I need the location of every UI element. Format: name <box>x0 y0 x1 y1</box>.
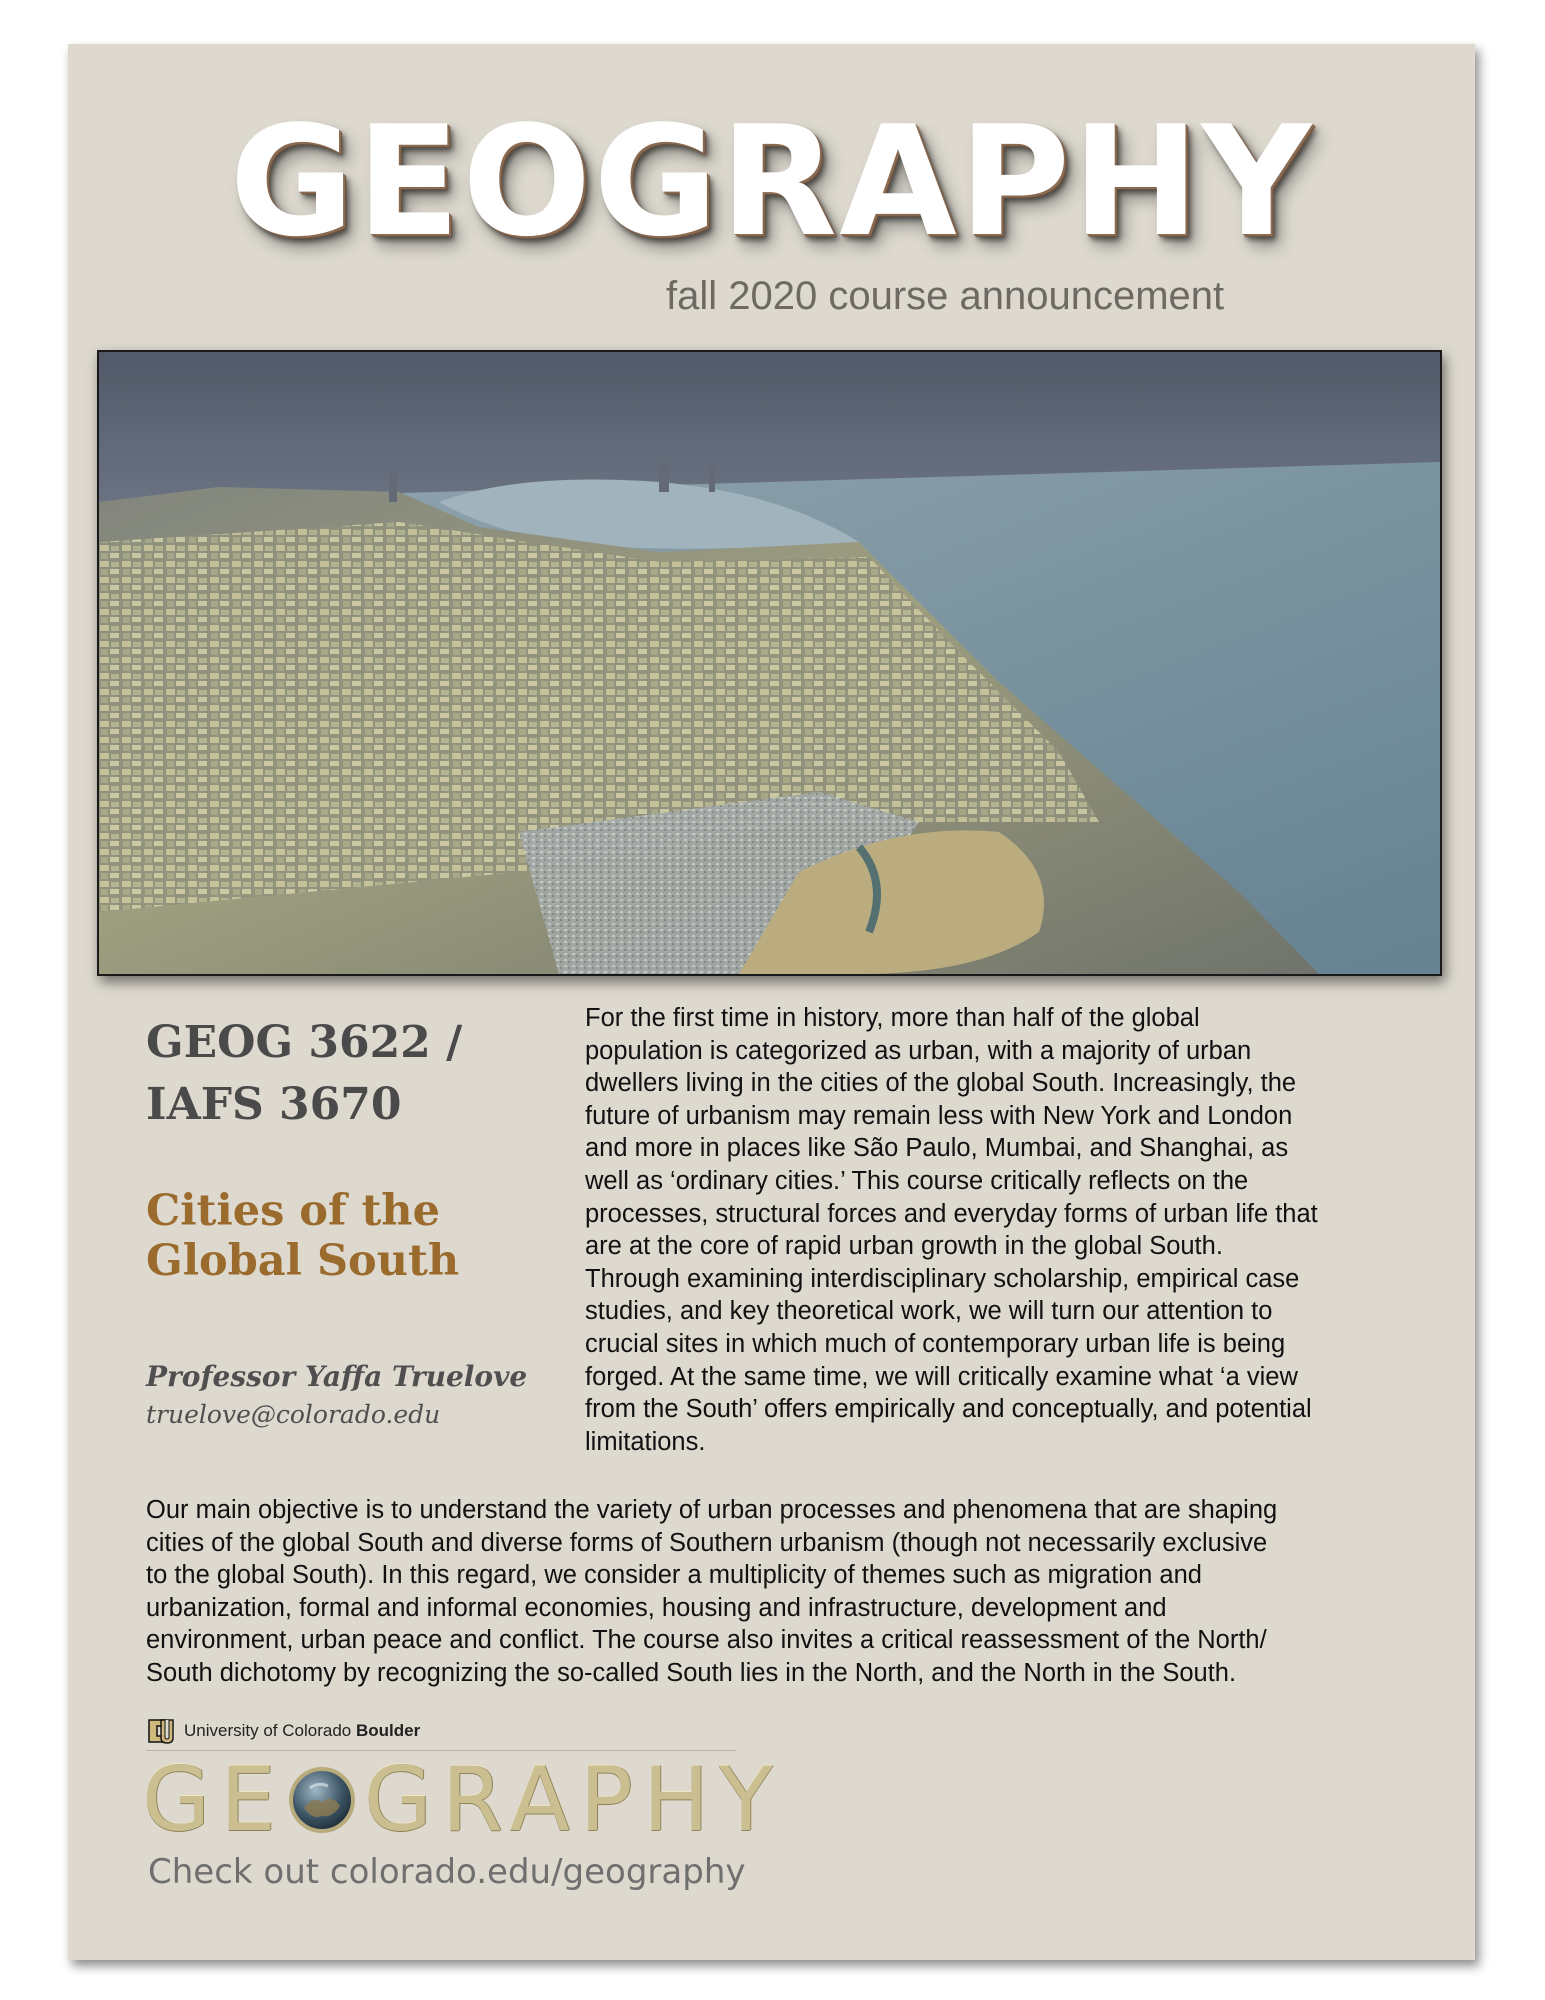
description-line: For the first time in history, more than half of the global <box>585 1004 1200 1032</box>
objective-line: cities of the global South and diverse forms of Southern urbanism (though not necessarily exclusive <box>146 1528 1268 1557</box>
course-code <box>146 1012 526 1136</box>
globe-icon <box>288 1760 356 1828</box>
wordmark-part: GE <box>142 1748 286 1851</box>
objective-line: South dichotomy by recognizing the so-called South lies in the North, and the North in the South. <box>146 1658 1237 1687</box>
description-line: from the South’ offers empirically and conceptually, and potential <box>585 1395 1312 1424</box>
wordmark-part: GRAPHY <box>363 1748 783 1851</box>
description-line: Through examining interdisciplinary scholarship, empirical case <box>585 1264 1300 1293</box>
description-line: limitations. <box>585 1427 706 1456</box>
course-title-line: Cities of the <box>146 1186 440 1236</box>
course-objective <box>146 1494 1416 1690</box>
course-title <box>146 1186 526 1286</box>
objective-line: to the global South). In this regard, we consider a multiplicity of themes such as migration and <box>146 1561 1202 1590</box>
page-title: GEOGRAPHY <box>229 93 1314 270</box>
website-link[interactable]: Check out colorado.edu/geography <box>148 1852 746 1892</box>
objective-line: Our main objective is to understand the variety of urban processes and phenomena that are shaping <box>146 1496 1278 1524</box>
objective-line: environment, urban peace and conflict. The course also invites a critical reassessment of the North/ <box>146 1626 1267 1655</box>
description-line: studies, and key theoretical work, we will turn our attention to <box>585 1297 1273 1326</box>
professor-email[interactable]: truelove@colorado.edu <box>146 1400 441 1429</box>
objective-line: urbanization, formal and informal economies, housing and infrastructure, development and <box>146 1593 1167 1622</box>
university-name-bold: Boulder <box>355 1721 421 1740</box>
university-branding <box>146 1716 420 1746</box>
course-title-line: Global South <box>146 1236 460 1286</box>
cu-logo-icon <box>146 1716 176 1746</box>
description-line: are at the core of rapid urban growth in the global South. <box>585 1232 1223 1261</box>
course-code-line: GEOG 3622 / <box>146 1017 463 1068</box>
professor-name: Professor Yaffa Truelove <box>146 1360 528 1393</box>
university-name <box>184 1721 420 1741</box>
description-line: well as ‘ordinary cities.’ This course critically reflects on the <box>585 1166 1249 1195</box>
description-line: population is categorized as urban, with a majority of urban <box>585 1036 1252 1065</box>
description-line: crucial sites in which much of contemporary urban life is being <box>585 1329 1286 1358</box>
description-line: forged. At the same time, we will critically examine what ‘a view <box>585 1362 1298 1391</box>
course-code-line: IAFS 3670 <box>146 1079 402 1130</box>
description-line: dwellers living in the cities of the global South. Increasingly, the <box>585 1069 1297 1098</box>
footer-geography-wordmark <box>142 1748 783 1851</box>
description-line: processes, structural forces and everyday forms of urban life that <box>585 1199 1318 1228</box>
page-subtitle: fall 2020 course announcement <box>666 274 1225 318</box>
hero-image <box>97 350 1442 976</box>
university-name-regular: University of Colorado <box>184 1721 352 1740</box>
description-line: and more in places like São Paulo, Mumbai, and Shanghai, as <box>585 1134 1289 1163</box>
course-description <box>585 1002 1405 1458</box>
description-line: future of urbanism may remain less with New York and London <box>585 1101 1293 1130</box>
announcement-sheet <box>68 44 1475 1960</box>
